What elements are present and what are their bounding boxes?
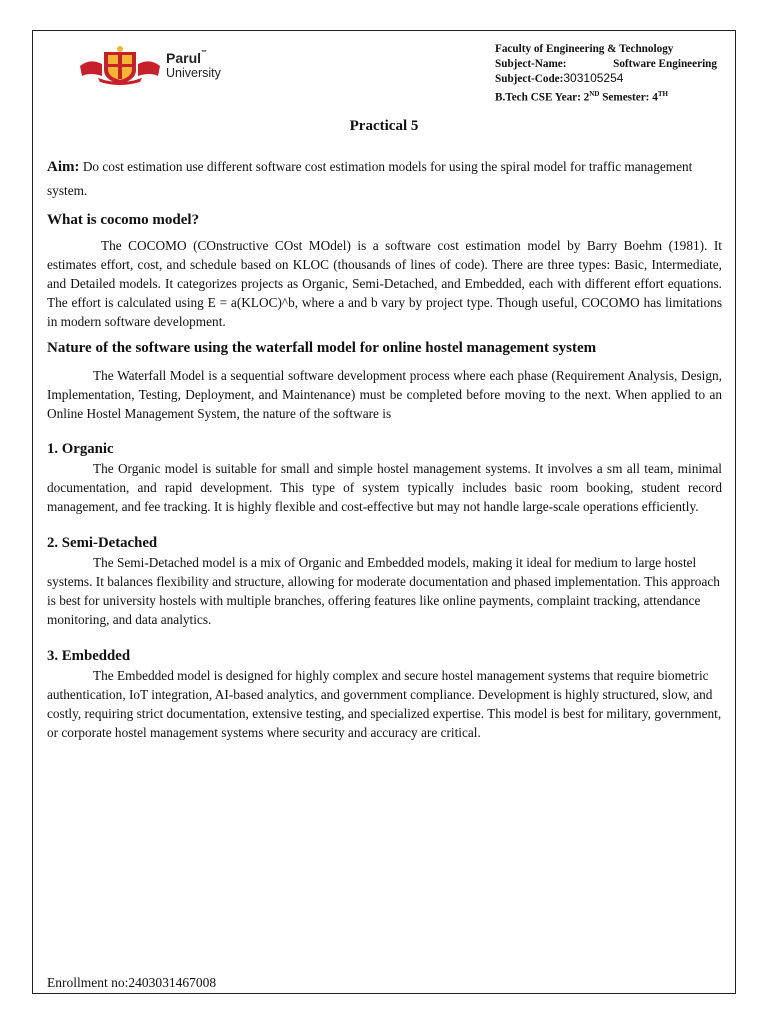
faculty-line: Faculty of Engineering & Technology <box>495 43 674 55</box>
organic-heading: 1. Organic <box>47 441 114 457</box>
header-info <box>495 42 717 105</box>
logo-wordmark: Parul™ <box>166 50 208 66</box>
organic-paragraph: The Organic model is suitable for small and simple hostel management systems. It involves a sm all team, minimal documentation, and rapid development. This type of system typically includes basic room booking, student record management, and fee tracking. It is highly flexible and cost-effective but may not handle large-scale operations efficiently. <box>47 461 722 514</box>
aim-text: Do cost estimation use different software cost estimation models for using the spiral model for traffic management system. <box>47 159 693 198</box>
cocomo-paragraph: The COCOMO (COnstructive COst MOdel) is a software cost estimation model by Barry Boehm (1981). It estimates effort, cost, and schedule based on KLOC (thousands of lines of code). There are three types: Basic, Intermediate, and Detailed models. It categorizes projects as Organic, Semi-Detached, and Embedded, each with different effort equations. The effort is calculated using E = a(KLOC)^b, where a and b vary by project type. Though useful, COCOMO has limitations in modern software development. <box>47 238 722 329</box>
subject-name-label: Subject-Name: <box>495 57 567 70</box>
nature-heading: Nature of the software using the waterfall model for online hostel management system <box>47 340 597 356</box>
semester-sup: TH <box>657 89 668 98</box>
embedded-paragraph: The Embedded model is designed for highly complex and secure hostel management systems that require biometric authentication, IoT integration, AI-based analytics, and government compliance. Development is highly structured, slow, and costly, requiring strict documentation, extensive testing, and specialized expertise. This model is best for military, government, or corporate hostel management systems where security and accuracy are critical. <box>47 668 722 740</box>
year-semester-line <box>495 87 717 105</box>
page-title: Practical 5 <box>349 118 419 134</box>
semi-detached-heading: 2. Semi-Detached <box>47 535 158 551</box>
subject-name-line <box>495 57 717 72</box>
subject-code-value: 303105254 <box>563 71 624 86</box>
subject-code-label: Subject-Code: <box>495 73 564 86</box>
year-text: B.Tech CSE Year: 2 <box>495 91 590 104</box>
semi-detached-paragraph: The Semi-Detached model is a mix of Organic and Embedded models, making it ideal for medium to large hostel systems. It balances flexibility and structure, allowing for moderate documentation and phased implementation. This approach is best for university hostels with multiple branches, offering features like online payments, complaint tracking, attendance monitoring, and data analytics. <box>47 555 720 627</box>
aim-label: Aim: <box>47 159 80 175</box>
document-body <box>47 155 722 742</box>
embedded-heading: 3. Embedded <box>47 648 131 664</box>
year-sup: ND <box>589 89 600 98</box>
subject-name-value: Software Engineering <box>613 57 717 70</box>
semester-text: Semester: 4 <box>599 91 658 104</box>
nature-paragraph: The Waterfall Model is a sequential software development process where each phase (Requirement Analysis, Design, Implementation, Testing, Deployment, and Maintenance) must be completed before moving to the next. When applied to an Online Hostel Management System, the nature of the software is <box>47 368 722 421</box>
aim-paragraph <box>47 155 722 202</box>
subject-code-line <box>495 71 717 87</box>
logo-subtext: University <box>166 66 221 80</box>
cocomo-heading: What is cocomo model? <box>47 212 200 228</box>
enrollment-number: Enrollment no:2403031467008 <box>47 975 217 990</box>
